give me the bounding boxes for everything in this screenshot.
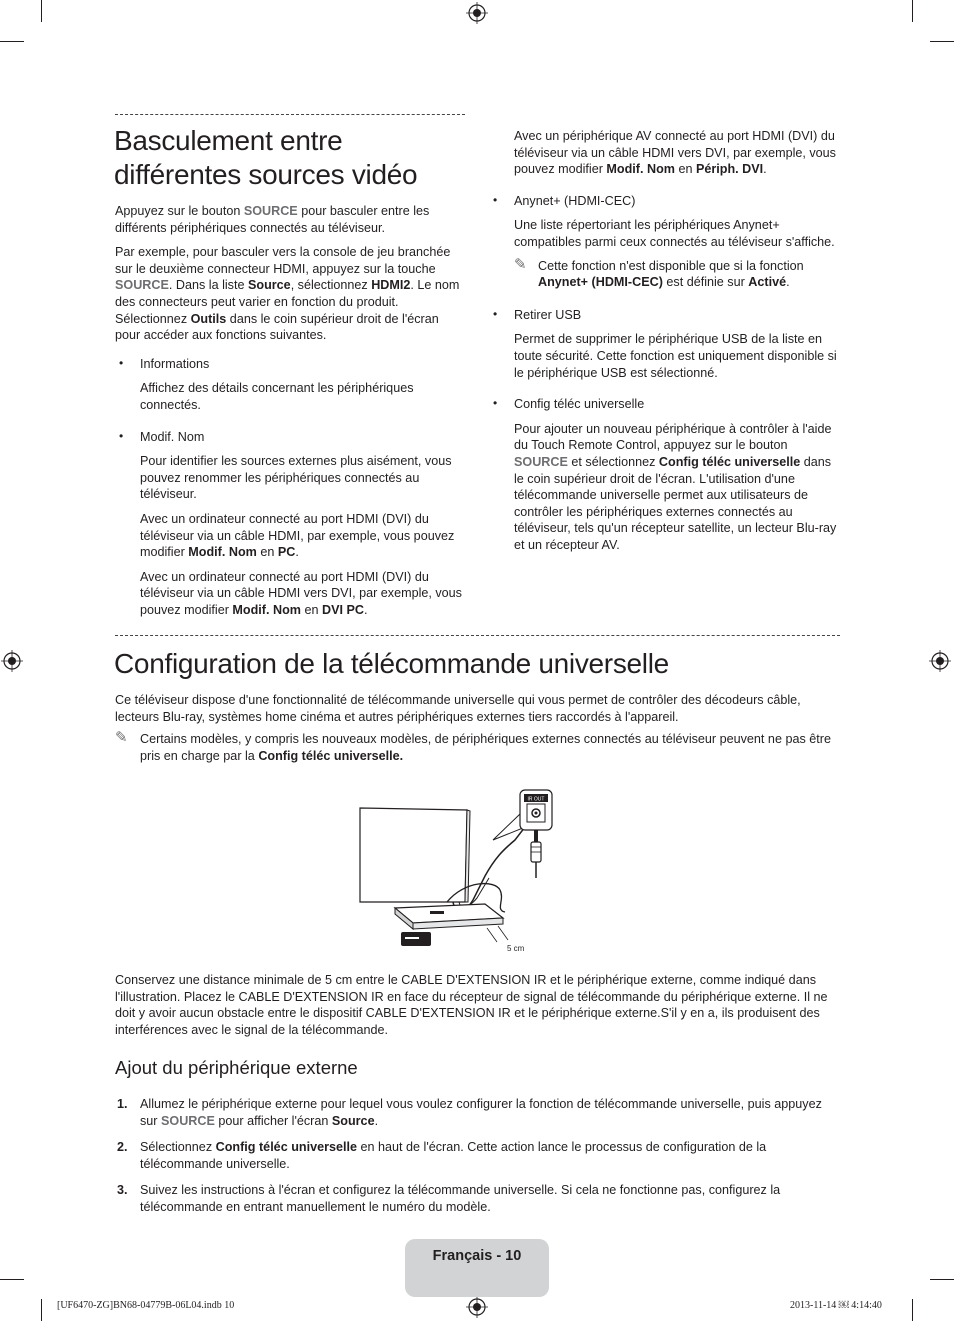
- list-item: [493, 396, 840, 553]
- bullet-heading: Modif. Nom: [140, 429, 205, 444]
- crop-mark: [912, 0, 913, 22]
- step-text: Allumez le périphérique externe pour lequel vous voulez configurer la fonction de télécommande universelle, puis appuyez sur SOURCE pour afficher l'écran Source.: [140, 1097, 822, 1128]
- note: [514, 255, 840, 291]
- bullet-heading: Informations: [140, 356, 210, 371]
- paragraph: Avec un ordinateur connecté au port HDMI (DVI) du téléviseur via un câble HDMI vers DVI, par exemple, vous pouvez modifier Modif. Nom en DVI PC.: [140, 569, 462, 617]
- paragraph: Une liste répertoriant les périphériques Anynet+ compatibles parmi ceux connectés au téléviseur s'affiche.: [514, 218, 835, 249]
- note-text: Cette fonction n'est disponible que si la fonction Anynet+ (HDMI-CEC) est définie sur Activé.: [538, 258, 804, 290]
- list-item: [119, 428, 465, 619]
- bold-term: Source: [331, 1113, 375, 1128]
- distance-marker: [498, 926, 508, 940]
- pencil-icon: ✎: [514, 255, 527, 273]
- registration-mark-icon: [466, 2, 488, 24]
- bullet-icon: •: [493, 396, 498, 411]
- paragraph: Pour identifier les sources externes plus aisément, vous pouvez renommer les périphériques connectés au téléviseur.: [140, 454, 452, 502]
- step-number: 3.: [117, 1183, 128, 1198]
- step-item: [117, 1096, 840, 1129]
- bold-term: Activé: [748, 275, 787, 290]
- bold-term: Config téléc universelle.: [258, 748, 404, 763]
- step-text: Sélectionnez Config téléc universelle en haut de l'écran. Cette action lance le processus de configuration de la télécommande universelle.: [140, 1140, 767, 1171]
- key-name: SOURCE: [115, 278, 169, 293]
- bold-term: Config téléc universelle: [658, 454, 801, 469]
- port-label: IR OUT: [527, 796, 545, 803]
- right-column: [493, 128, 840, 553]
- list-item: [493, 306, 840, 381]
- bold-term: Modif. Nom: [232, 602, 301, 617]
- section-divider: [115, 635, 840, 636]
- bullet-heading: Anynet+ (HDMI-CEC): [514, 193, 636, 208]
- plug-tip: [534, 830, 538, 842]
- bold-term: Périph. DVI: [695, 162, 764, 177]
- crop-mark: [41, 1299, 42, 1321]
- bullet-icon: •: [493, 306, 498, 321]
- print-slug-date: 2013-11-14 ￼ 4:14:40: [790, 1300, 882, 1311]
- paragraph: Pour ajouter un nouveau périphérique à contrôler à l'aide du Touch Remote Control, appuyez sur le bouton SOURCE et sélectionnez Config téléc universelle dans le coin supérieur droit de l'écran. L'utilisation d'une télécommande universelle permet aux utilisateurs de contrôler les périphériques externes connectés au téléviseur, tels qu'un récepteur satellite, un lecteur Blu-ray et un récepteur AV.: [514, 421, 837, 552]
- registration-mark-icon: [466, 1296, 488, 1318]
- bold-term: HDMI2: [371, 278, 411, 293]
- crop-mark: [0, 41, 24, 42]
- page-number: Français - 10: [432, 1248, 522, 1264]
- bullet-icon: •: [119, 428, 124, 443]
- section-title: Configuration de la télécommande universelle: [114, 648, 669, 679]
- crop-mark: [0, 1279, 24, 1280]
- section-title-line: Basculement entre: [114, 125, 343, 156]
- step-text: Suivez les instructions à l'écran et configurez la télécommande universelle. Si cela ne fonctionne pas, configurez la télécommande en entrant manuellement le numéro du modèle.: [140, 1183, 781, 1214]
- crop-mark: [912, 1299, 913, 1321]
- distance-label: 5 cm: [507, 944, 525, 953]
- paragraph: Appuyez sur le bouton SOURCE pour basculer entre les différents périphériques connectés au téléviseur.: [115, 204, 430, 235]
- paragraph: Avec un ordinateur connecté au port HDMI (DVI) du téléviseur via un câble HDMI, par exemple, vous pouvez modifier Modif. Nom en PC.: [140, 511, 455, 560]
- section-body: [115, 692, 840, 764]
- paragraph: Ce téléviseur dispose d'une fonctionnalité de télécommande universelle qui vous permet de contrôler des décodeurs câble, lecteurs Blu-ray, systèmes home cinéma et autres périphériques externes tiers raccordés à l'appareil.: [115, 693, 801, 724]
- left-column: [115, 203, 465, 618]
- ir-jack-center: [535, 812, 538, 815]
- distance-marker: [487, 928, 497, 942]
- bullet-heading: Config téléc universelle: [514, 397, 645, 412]
- bold-term: Modif. Nom: [606, 162, 675, 177]
- section-title-line: différentes sources vidéo: [114, 159, 418, 190]
- paragraph: Permet de supprimer le périphérique USB de la liste en toute sécurité. Cette fonction est uniquement disponible si le périphérique USB est sélectionné.: [514, 332, 837, 380]
- print-slug-file: [UF6470-ZG]BN68-04779B-06L04.indb 10: [57, 1300, 235, 1311]
- ir-blaster-logo: [405, 937, 419, 939]
- subheading: Ajout du périphérique externe: [115, 1057, 358, 1078]
- list-item: [493, 192, 840, 291]
- paragraph: Affichez des détails concernant les périphériques connectés.: [140, 381, 414, 412]
- step-number: 2.: [117, 1140, 128, 1155]
- key-name: SOURCE: [243, 204, 298, 218]
- bullet-heading: Retirer USB: [514, 307, 582, 322]
- bullet-icon: •: [119, 355, 124, 370]
- tv-screen: [360, 808, 467, 902]
- list-item: [119, 355, 465, 414]
- steps-list: [117, 1096, 840, 1216]
- crop-mark: [930, 41, 954, 42]
- device-display: [430, 911, 444, 914]
- key-name: SOURCE: [161, 1113, 215, 1128]
- bold-term: Config téléc universelle: [215, 1140, 357, 1155]
- step-item: [117, 1139, 840, 1172]
- bold-term: Outils: [190, 311, 227, 326]
- paragraph: Par exemple, pour basculer vers la console de jeu branchée sur le deuxième connecteur HDMI, appuyez sur la touche SOURCE. Dans la liste Source, sélectionnez HDMI2. Le nom des connecteurs peut varier en fonction du produit. Sélectionnez Outils dans le coin supérieur droit de l'écran pour accéder aux fonctions suivantes.: [115, 245, 460, 343]
- section-divider: [115, 114, 465, 115]
- note-text: Certains modèles, y compris les nouveaux modèles, de périphériques externes connectés au téléviseur peuvent ne pas être pris en charge par la Config téléc universelle.: [140, 732, 831, 763]
- step-number: 1.: [117, 1097, 128, 1111]
- section-title: [114, 124, 417, 192]
- crop-mark: [930, 1279, 954, 1280]
- step-item: [117, 1182, 840, 1215]
- registration-mark-icon: [929, 650, 951, 672]
- section-body: [115, 972, 840, 1038]
- bold-term: DVI PC: [321, 602, 364, 617]
- pencil-icon: ✎: [115, 729, 128, 747]
- note: [115, 731, 840, 764]
- bullet-icon: •: [493, 192, 498, 207]
- key-name: SOURCE: [514, 454, 568, 469]
- crop-mark: [41, 0, 42, 22]
- registration-mark-icon: [1, 650, 23, 672]
- paragraph: Conservez une distance minimale de 5 cm entre le CABLE D'EXTENSION IR et le périphérique externe, comme indiqué dans l'illustration. Placez le CABLE D'EXTENSION IR en face du récepteur de signal de télécommande du périphérique externe. Il ne doit y avoir aucun obstacle entre le dispositif CABLE D'EXTENSION IR et le périphérique externe.S'il y en a, ils produisent des interférences avec le signal de la télécommande.: [115, 973, 828, 1037]
- ir-extension-illustration: [355, 780, 595, 960]
- bold-term: Anynet+ (HDMI-CEC): [538, 275, 663, 290]
- bold-term: Source: [247, 278, 291, 293]
- paragraph: Avec un périphérique AV connecté au port HDMI (DVI) du téléviseur via un câble HDMI vers DVI, par exemple, vous pouvez modifier Modif. Nom en Périph. DVI.: [514, 129, 836, 177]
- bold-term: PC: [277, 545, 296, 560]
- page-number-badge: [405, 1239, 549, 1297]
- bold-term: Modif. Nom: [188, 545, 257, 560]
